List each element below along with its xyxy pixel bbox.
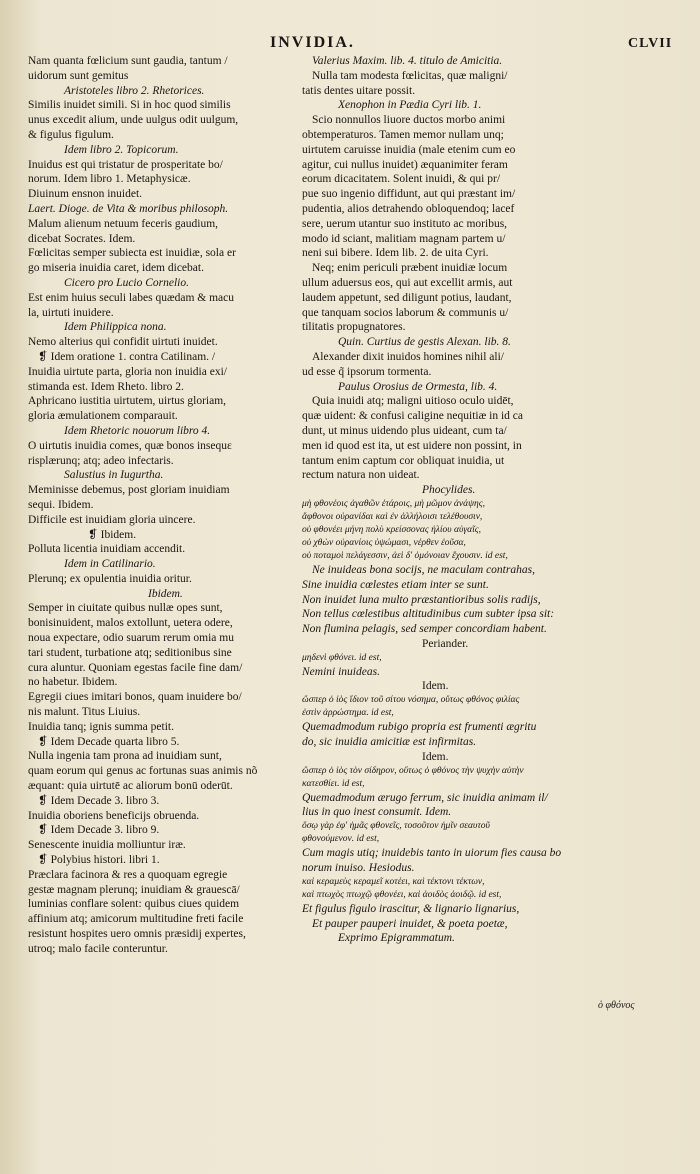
line-text: gestæ magnam plerunq; inuidiam & grauescā/: [28, 883, 240, 896]
line-text: Scio nonnullos liuore ductos morbo animi: [312, 114, 506, 127]
text-line: [28, 350, 306, 365]
text-line: [302, 276, 674, 291]
line-text: Nulla ingenia tam prona ad inuidiam sunt,: [28, 750, 222, 763]
paragraph-mark-icon: ❡: [38, 350, 48, 363]
text-line: [302, 335, 674, 350]
line-text: κατεσθίει. id est,: [302, 778, 365, 789]
line-text: laudem appetunt, sed diligunt potius, laudant,: [302, 291, 512, 304]
text-line: [28, 557, 306, 572]
text-line: [28, 720, 306, 735]
text-line: [28, 927, 306, 942]
line-text: Semper in ciuitate quibus nullæ opes sunt,: [28, 602, 223, 615]
line-text: stimanda est. Idem Rheto. libro 2.: [28, 380, 184, 393]
line-text: tatis dentes uitare possit.: [302, 84, 416, 97]
text-line: [28, 498, 306, 513]
text-line: [28, 705, 306, 720]
text-line: [302, 232, 674, 247]
text-line: [302, 550, 674, 563]
text-line: [302, 306, 674, 321]
right-text-column: [302, 54, 674, 946]
text-line: [28, 483, 306, 498]
text-line: [302, 246, 674, 261]
text-line: [28, 454, 306, 469]
text-line: [28, 246, 306, 261]
text-line: [302, 187, 674, 202]
line-text: resistunt hospites uero omnis præsidij expertes,: [28, 928, 246, 941]
text-line: [28, 158, 306, 173]
text-line: [302, 261, 674, 276]
line-text: Inuidia tanq; ignis summa petit.: [28, 720, 174, 733]
line-text: Idem in Catilinario.: [64, 558, 156, 571]
text-line: [28, 749, 306, 764]
line-text: Laert. Dioge. de Vita & moribus philosoph.: [28, 202, 229, 215]
line-text: Inuidus est qui tristatur de prosperitate bo/: [28, 158, 223, 171]
line-text: norum. Idem libro 1. Metaphysicæ.: [28, 173, 191, 186]
text-line: [302, 679, 674, 694]
line-text: Est enim huius seculi labes quædam & macu: [28, 291, 235, 304]
line-text: Periander.: [422, 637, 469, 650]
line-text: Ibidem.: [148, 587, 183, 600]
text-line: [302, 778, 674, 791]
line-text: Alexander dixit inuidos homines nihil ali/: [312, 350, 504, 363]
text-line: [28, 601, 306, 616]
line-text: Idem Decade 3. libro 3.: [50, 794, 160, 807]
text-line: [28, 823, 306, 838]
catchword: ὁ φθόνος: [598, 1000, 635, 1011]
line-text: quam eorum qui genus ac fortunas suas animis nõ: [28, 765, 258, 778]
line-text: pue suo ingenio diffidunt, aut qui præstant im/: [302, 188, 516, 201]
text-line: [28, 439, 306, 454]
line-text: Cum magis utiq; inuidebis tanto in uiorum fies causa bo: [302, 847, 562, 860]
line-text: Quin. Curtius de gestis Alexan. lib. 8.: [338, 336, 511, 349]
line-text: eorum dicacitatem. Solent inuidi, & qui pr/: [302, 173, 501, 186]
text-line: [302, 707, 674, 720]
paragraph-mark-icon: ❡: [38, 735, 48, 748]
text-line: [28, 468, 306, 483]
text-line: [28, 424, 306, 439]
paragraph-mark-icon: ❡: [38, 794, 48, 807]
text-line: [28, 912, 306, 927]
line-text: ὥσπερ ὁ ἰὸς τὸν σίδηρον, οὕτως ὁ φθόνος τὴν ψυχὴν αὐτὴν: [302, 765, 524, 776]
line-text: Ibidem.: [100, 528, 137, 541]
text-line: [302, 69, 674, 84]
text-line: [302, 902, 674, 917]
line-text: tantum enim captum cor obliquat inuidia, ut: [302, 454, 505, 467]
text-line: [28, 690, 306, 705]
line-text: noua expectare, odio suarum rerum omia mu: [28, 632, 234, 645]
line-text: affinium atq; amicorum multitudine freti facile: [28, 913, 244, 926]
text-line: [302, 128, 674, 143]
text-line: [28, 616, 306, 631]
text-line: [302, 380, 674, 395]
text-line: [28, 113, 306, 128]
text-line: [302, 424, 674, 439]
line-text: nis malunt. Titus Liuius.: [28, 706, 141, 719]
line-text: la, uirtuti inuidere.: [28, 306, 114, 319]
line-text: Quemadmodum ærugo ferrum, sic inuidia animam il/: [302, 791, 548, 804]
line-text: Quemadmodum rubigo propria est frumenti ægritu: [302, 721, 537, 734]
line-text: dicebat Socrates. Idem.: [28, 232, 136, 245]
line-text: Sine inuidia cœlestes etiam inter se sunt.: [302, 578, 489, 591]
line-text: bonisinuident, malos extollunt, uetera odere,: [28, 617, 233, 630]
text-line: [302, 394, 674, 409]
line-text: luminias conflare solent: quibus ciues quidem: [28, 898, 240, 911]
text-line: [28, 809, 306, 824]
text-line: [28, 897, 306, 912]
line-text: & figulus figulum.: [28, 128, 114, 141]
text-line: [28, 883, 306, 898]
text-line: [302, 622, 674, 637]
paragraph-mark-icon: ❡: [38, 824, 48, 837]
line-text: Difficile est inuidiam gloria uincere.: [28, 513, 196, 526]
text-line: [302, 498, 674, 511]
text-line: [302, 524, 674, 537]
text-line: [28, 291, 306, 306]
text-line: [302, 84, 674, 99]
text-line: [302, 876, 674, 889]
line-text: utroq; malo facile conteruntur.: [28, 942, 168, 955]
text-line: [28, 98, 306, 113]
text-line: [302, 202, 674, 217]
text-line: [28, 365, 306, 380]
line-text: Aphricano iustitia uirtutem, uirtus gloriam,: [28, 395, 227, 408]
text-line: [28, 735, 306, 750]
line-text: μηδενὶ φθόνει. id est,: [302, 652, 382, 663]
line-text: norum inuiso. Hesiodus.: [302, 862, 415, 875]
left-text-column: [28, 54, 306, 957]
line-text: Similis inuidet simili. Si in hoc quod similis: [28, 99, 231, 112]
line-text: ὥσπερ ὁ ἰὸς ἴδιον τοῦ σίτου νόσημα, οὕτως φθόνος φιλίας: [302, 695, 520, 706]
text-line: [28, 232, 306, 247]
text-line: [302, 468, 674, 483]
line-text: Cicero pro Lucio Cornelio.: [64, 276, 190, 289]
text-line: [302, 365, 674, 380]
text-line: [302, 750, 674, 765]
line-text: Idem oratione 1. contra Catilinam. /: [50, 350, 216, 363]
text-line: [28, 942, 306, 957]
line-text: Præclara facinora & res a quoquam egregie: [28, 868, 228, 881]
text-line: [302, 931, 674, 946]
text-line: [302, 820, 674, 833]
line-text: μὴ φθονέοις ἀγαθῶν ἑτάροις, μὴ μῶμον ἀνάψης,: [302, 498, 485, 509]
text-line: [28, 261, 306, 276]
text-line: [302, 350, 674, 365]
line-text: Nam quanta fœlicium sunt gaudia, tantum /: [28, 55, 228, 67]
text-line: [302, 694, 674, 707]
line-text: cura aluntur. Quoniam egestas facile fine dam/: [28, 661, 243, 674]
text-line: [302, 537, 674, 550]
text-line: [302, 217, 674, 232]
text-line: [302, 291, 674, 306]
text-line: [302, 833, 674, 846]
text-line: [28, 276, 306, 291]
line-text: Et figulus figulo irascitur, & lignario lignarius,: [302, 902, 520, 915]
text-line: [302, 113, 674, 128]
line-text: unus excedit alium, unde uulgus odit uulgum,: [28, 114, 239, 127]
line-text: que tanquam socios laborum & communis u/: [302, 306, 509, 319]
text-line: [28, 335, 306, 350]
text-line: [28, 528, 306, 543]
text-line: [302, 439, 674, 454]
running-head-title: INVIDIA.: [270, 34, 355, 51]
line-text: do, sic inuidia amicitiæ est infirmitas.: [302, 736, 477, 749]
text-line: [302, 846, 674, 861]
line-text: οὐ φθονέει μήνη πολὺ κρείσσονας ἡλίου αὐγαῖς,: [302, 524, 481, 535]
line-text: gloria æmulationem comparauit.: [28, 410, 178, 423]
text-line: [28, 394, 306, 409]
line-text: risplærunq; atq; adeo infectaris.: [28, 454, 174, 467]
text-line: [28, 217, 306, 232]
line-text: Idem Decade 3. libro 9.: [50, 824, 160, 837]
line-text: Senescente inuidia molliuntur iræ.: [28, 839, 186, 852]
text-line: [28, 84, 306, 99]
line-text: Nemo alterius qui confidit uirtuti inuidet.: [28, 336, 218, 349]
line-text: Malum alienum netuum feceris gaudium,: [28, 217, 219, 230]
line-text: ullum aduersus eos, qui aut excellit armis, aut: [302, 276, 513, 289]
line-text: Valerius Maxim. lib. 4. titulo de Amicitia.: [312, 55, 503, 67]
text-line: [302, 889, 674, 902]
line-text: ἄφθονοι οὐρανίδαι καὶ ἐν ἀλλήλοισι τελέθουσιν,: [302, 511, 483, 522]
text-line: [28, 675, 306, 690]
line-text: ἐστὶν ἀρρώστημα. id est,: [302, 708, 394, 719]
line-text: neni sui bibere. Idem lib. 2. de uita Cyri.: [302, 247, 489, 260]
text-line: [302, 54, 674, 69]
line-text: sequi. Ibidem.: [28, 498, 94, 511]
line-text: Nemini inuideas.: [302, 665, 380, 678]
line-text: O uirtutis inuidia comes, quæ bonos insequε: [28, 439, 232, 452]
line-text: Ne inuideas bona socijs, ne maculam contrahas,: [312, 563, 535, 576]
line-text: Polybius histori. libri 1.: [50, 854, 160, 867]
line-text: Inuidia oboriens beneficijs obruenda.: [28, 809, 200, 822]
text-line: [302, 320, 674, 335]
paragraph-mark-icon: ❡: [38, 854, 48, 867]
line-text: quæ uident: & confusi caligine nequitiæ in id ca: [302, 410, 524, 423]
text-line: [302, 563, 674, 578]
line-text: Fœlicitas semper subiecta est inuidiæ, sola er: [28, 247, 236, 260]
text-line: [28, 853, 306, 868]
text-line: [302, 409, 674, 424]
text-line: [28, 794, 306, 809]
text-line: [302, 172, 674, 187]
text-line: [302, 765, 674, 778]
line-text: Idem Decade quarta libro 5.: [50, 735, 180, 748]
line-text: tari student, turbatione atq; seditionibus sine: [28, 646, 232, 659]
text-line: [28, 646, 306, 661]
line-text: lius in quo inest consumit. Idem.: [302, 806, 452, 819]
text-line: [28, 542, 306, 557]
line-text: ὅσῳ γὰρ ἐφ' ἡμᾶς φθονεῖς, τοσοῦτον ἡμῖν σεαυτοῦ: [302, 821, 490, 832]
text-line: [302, 720, 674, 735]
line-text: go miseria inuidia caret, idem dicebat.: [28, 262, 204, 275]
text-line: [302, 143, 674, 158]
paragraph-mark-icon: ❡: [88, 528, 98, 541]
text-line: [28, 69, 306, 84]
text-line: [302, 607, 674, 622]
line-text: Idem Philippica nona.: [64, 321, 167, 334]
text-line: [302, 917, 674, 932]
line-text: Idem libro 2. Topicorum.: [64, 143, 179, 156]
text-line: [302, 578, 674, 593]
text-line: [28, 128, 306, 143]
line-text: pudentia, alios detrahendo obloquendoq; lacef: [302, 202, 515, 215]
line-text: Non tellus cœlestibus altitudinibus cum subter ipsa sit:: [302, 608, 555, 621]
line-text: æquant: quia uirtutē ac aliorum bonū oderūt.: [28, 780, 233, 793]
text-line: [28, 661, 306, 676]
text-line: [28, 143, 306, 158]
text-line: [28, 380, 306, 395]
line-text: Polluta licentia inuidiam accendit.: [28, 543, 186, 556]
line-text: obtemperaturos. Tamen memor nullam unq;: [302, 128, 504, 141]
line-text: sere, uerum utantur suo instituto ac moribus,: [302, 217, 508, 230]
text-line: [28, 172, 306, 187]
text-line: [302, 158, 674, 173]
line-text: uidorum sunt gemitus: [28, 69, 129, 82]
line-text: ud esse q̃ ipsorum tormenta.: [302, 365, 432, 378]
folio-number: CLVII: [628, 36, 673, 51]
line-text: Quia inuidi atq; maligni uitioso oculo uidēt,: [312, 395, 514, 408]
text-line: [302, 483, 674, 498]
line-text: Idem Rhetoric nouorum libro 4.: [64, 424, 211, 437]
text-line: [28, 409, 306, 424]
line-text: Aristoteles libro 2. Rhetorices.: [64, 84, 205, 97]
text-line: [302, 791, 674, 806]
text-line: [302, 98, 674, 113]
line-text: φθονούμενον. id est,: [302, 834, 380, 845]
line-text: Xenophon in Pædia Cyri lib. 1.: [338, 99, 482, 112]
line-text: Et pauper pauperi inuidet, & poeta poetæ,: [312, 917, 508, 930]
line-text: Neq; enim periculi præbent inuidiæ locum: [312, 262, 508, 275]
line-text: no habetur. Ibidem.: [28, 676, 118, 689]
text-line: [302, 665, 674, 680]
text-line: [302, 454, 674, 469]
text-line: [302, 805, 674, 820]
line-text: Idem.: [422, 680, 449, 693]
line-text: modo id sciant, malitiam magnam partem u/: [302, 232, 506, 245]
text-line: [302, 652, 674, 665]
line-text: Salustius in Iugurtha.: [64, 469, 164, 482]
line-text: agitur, cui nullus inuidet) æquanimiter feram: [302, 158, 508, 171]
text-line: [28, 202, 306, 217]
line-text: καὶ πτωχὸς πτωχῷ φθονέει, καὶ ἀοιδὸς ἀοιδῷ. id est,: [302, 889, 502, 900]
text-line: [28, 187, 306, 202]
line-text: Inuidia uirtute parta, gloria non inuidia exi/: [28, 365, 227, 378]
line-text: οὐ ποταμοὶ πελάγεσσιν, ἀεὶ δ' ὁμόνοιαν ἔχουσιν. id est,: [302, 550, 508, 561]
text-line: [28, 54, 306, 69]
text-line: [28, 320, 306, 335]
line-text: dunt, ut minus uidendo plus uideant, cum ta/: [302, 424, 507, 437]
text-line: [28, 868, 306, 883]
line-text: Paulus Orosius de Ormesta, lib. 4.: [338, 380, 498, 393]
text-line: [28, 838, 306, 853]
line-text: Phocylides.: [422, 484, 476, 497]
text-line: [28, 306, 306, 321]
line-text: uirtutem caruisse inuidia (male etenim cum eo: [302, 143, 516, 156]
text-line: [302, 593, 674, 608]
line-text: Idem.: [422, 750, 449, 763]
line-text: Egregii ciues imitari bonos, quam inuidere bo/: [28, 691, 242, 704]
line-text: Exprimo Epigrammatum.: [338, 932, 455, 945]
line-text: rectum natura non uideat.: [302, 469, 420, 482]
text-line: [302, 637, 674, 652]
text-line: [302, 511, 674, 524]
line-text: Meminisse debemus, post gloriam inuidiam: [28, 484, 230, 497]
text-line: [28, 779, 306, 794]
line-text: οὐ χθὼν οὐρανίοις ὑψώμασι, νέρθεν ἐοῦσα,: [302, 537, 466, 548]
line-text: καὶ κεραμεὺς κεραμεῖ κοτέει, καὶ τέκτονι τέκτων,: [302, 876, 485, 887]
text-line: [28, 513, 306, 528]
text-line: [28, 764, 306, 779]
text-line: [28, 587, 306, 602]
line-text: men id quod est ita, ut est uidere non possint, in: [302, 439, 522, 452]
text-line: [302, 861, 674, 876]
text-line: [28, 631, 306, 646]
line-text: Diuinum ensnon inuidet.: [28, 188, 143, 201]
text-line: [302, 735, 674, 750]
line-text: tilitatis propugnatores.: [302, 321, 406, 334]
line-text: Non inuidet luna multo præstantioribus solis radijs,: [302, 593, 541, 606]
line-text: Nulla tam modesta fœlicitas, quæ maligni/: [312, 69, 508, 82]
text-line: [28, 572, 306, 587]
line-text: Plerunq; ex opulentia inuidia oritur.: [28, 572, 192, 585]
line-text: Non flumina pelagis, sed semper concordiam habent.: [302, 623, 547, 636]
